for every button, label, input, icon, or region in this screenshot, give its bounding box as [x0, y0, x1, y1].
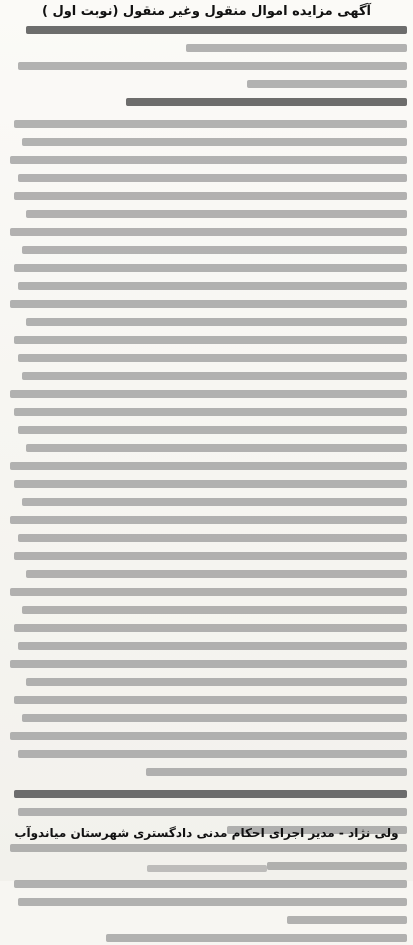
conditions-line — [6, 877, 407, 891]
description-line — [6, 549, 407, 563]
description-line — [6, 567, 407, 581]
creditor-line — [6, 41, 407, 55]
description-line — [6, 729, 407, 743]
description-line — [6, 189, 407, 203]
subject-line — [6, 95, 407, 109]
description-line — [6, 333, 407, 347]
description-line — [6, 297, 407, 311]
description-line — [6, 531, 407, 545]
description-line — [6, 171, 407, 185]
description-line — [6, 279, 407, 293]
conditions-line — [6, 895, 407, 909]
description-line — [6, 675, 407, 689]
debtors-line — [6, 59, 407, 73]
description-line — [6, 225, 407, 239]
description-line — [6, 585, 407, 599]
description-line — [6, 315, 407, 329]
cut-off-line — [0, 865, 413, 875]
description-line — [6, 765, 407, 779]
description-line — [6, 135, 407, 149]
conditions-line — [6, 931, 407, 945]
description-line — [6, 405, 407, 419]
debtors-line-2 — [6, 77, 407, 91]
description-line — [6, 711, 407, 725]
conditions-line — [6, 805, 407, 819]
conditions-line — [6, 913, 407, 927]
description-line — [6, 207, 407, 221]
description-line — [6, 495, 407, 509]
description-line — [6, 153, 407, 167]
description-line — [6, 243, 407, 257]
description-line — [6, 477, 407, 491]
description-line — [6, 387, 407, 401]
notice-body — [6, 23, 407, 945]
description-line — [6, 117, 407, 131]
description-line — [6, 657, 407, 671]
description-line — [6, 351, 407, 365]
description-line — [6, 423, 407, 437]
description-line — [6, 441, 407, 455]
signature: ولی نژاد - مدیر اجرای احکام مدنی دادگستری شهرستان میاندوآب — [14, 826, 399, 840]
notice-title: آگهی مزایده اموال منقول وغیر منقول (نوبت اول ) — [41, 4, 372, 19]
description-line — [6, 621, 407, 635]
description-line — [6, 639, 407, 653]
description-line — [6, 603, 407, 617]
description-line — [6, 459, 407, 473]
description-line — [6, 369, 407, 383]
conditions-line — [6, 787, 407, 801]
description-line — [6, 693, 407, 707]
conditions-line — [6, 841, 407, 855]
description-line — [6, 513, 407, 527]
description-line — [6, 261, 407, 275]
description-line — [6, 747, 407, 761]
case-number-line — [6, 23, 407, 37]
